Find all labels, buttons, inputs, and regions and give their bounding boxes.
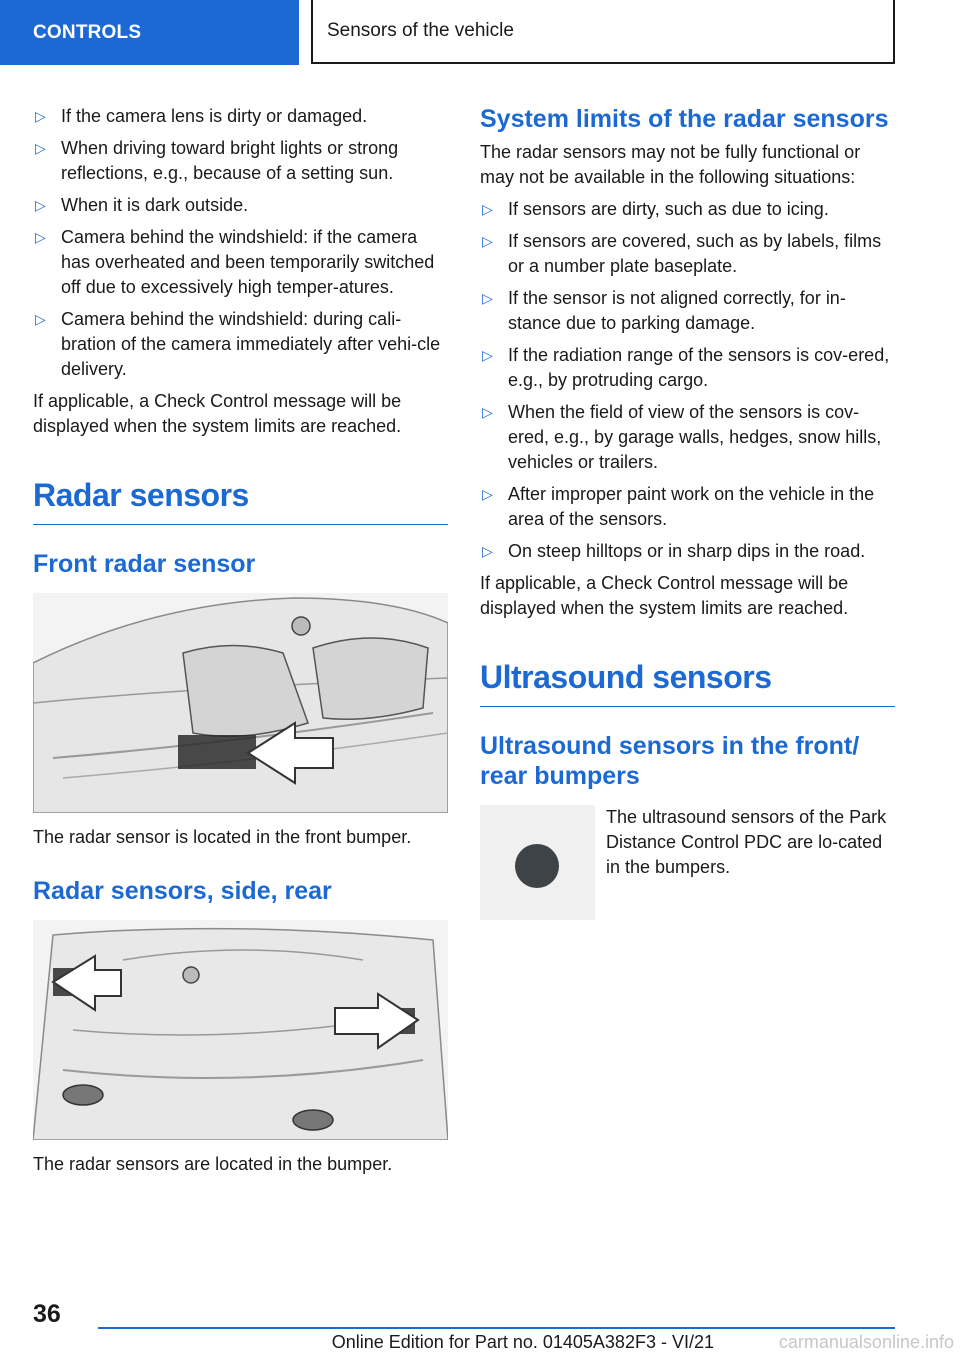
ultrasound-sensor-image (480, 805, 595, 920)
triangle-bullet-icon: ▷ (35, 311, 46, 327)
list-item: ▷ On steep hilltops or in sharp dips in the road. (480, 539, 895, 564)
triangle-bullet-icon: ▷ (35, 140, 46, 156)
triangle-bullet-icon: ▷ (35, 197, 46, 213)
page-header-title: Sensors of the vehicle (327, 20, 514, 41)
list-item: ▷ Camera behind the windshield: during cali‐bration of the camera immediately after vehi‐cle delivery. (35, 309, 441, 379)
page-number: 36 (33, 1300, 61, 1328)
triangle-bullet-icon: ▷ (482, 233, 493, 249)
right-column (480, 104, 895, 920)
check-control-note: If applicable, a Check Control message will be displayed when the system limits are reached. (33, 391, 402, 436)
list-item: ▷ If sensors are dirty, such as due to icing. (480, 197, 895, 222)
triangle-bullet-icon: ▷ (482, 290, 493, 306)
triangle-bullet-icon: ▷ (35, 229, 46, 245)
triangle-bullet-icon: ▷ (35, 108, 46, 124)
check-control-note: If applicable, a Check Control message will be displayed when the system limits are reached. (480, 573, 849, 618)
front-radar-caption: The radar sensor is located in the front bumper. (33, 827, 412, 847)
front-bumper-drawing (33, 593, 448, 813)
footer-divider (98, 1327, 895, 1329)
footer-edition: Online Edition for Part no. 01405A382F3 - VI/21 (331, 1332, 714, 1352)
list-item: ▷ If the camera lens is dirty or damaged. (33, 104, 448, 129)
ultrasound-block (480, 805, 895, 920)
front-bumper-illustration (33, 593, 448, 813)
list-item: ▷ When it is dark outside. (33, 193, 448, 218)
list-item: ▷ If the sensor is not aligned correctly, for in‐stance due to parking damage. (482, 288, 846, 333)
list-item: ▷ After improper paint work on the vehicle in the area of the sensors. (482, 484, 875, 529)
list-item: ▷ If the radiation range of the sensors is cov‐ered, e.g., by protruding cargo. (482, 345, 890, 390)
ultrasound-sensors-heading: Ultrasound sensors (480, 659, 895, 707)
triangle-bullet-icon: ▷ (482, 543, 493, 559)
section-tab[interactable] (0, 0, 299, 65)
footer-watermark[interactable]: carmanualsonline.info (778, 1332, 954, 1352)
camera-limits-list (33, 104, 448, 382)
radar-limits-heading: System limits of the radar sensors (480, 105, 889, 133)
rear-bumper-drawing (33, 920, 448, 1140)
ultrasound-bumpers-heading: Ultrasound sensors in the front/ rear bumpers (480, 732, 860, 790)
radar-sensors-heading: Radar sensors (33, 477, 448, 525)
section-label: CONTROLS (33, 21, 142, 43)
page-header (311, 0, 895, 64)
side-rear-radar-caption: The radar sensors are located in the bumper. (33, 1154, 393, 1174)
list-item: ▷ Camera behind the windshield: if the camera has overheated and been temporarily switched off due to excessively high temper‐atures. (35, 227, 435, 297)
triangle-bullet-icon: ▷ (482, 201, 493, 217)
list-item: ▷ When the field of view of the sensors is cov‐ered, e.g., by garage walls, hedges, snow hills, vehicles or trailers. (482, 402, 882, 472)
triangle-bullet-icon: ▷ (482, 404, 493, 420)
left-column (33, 104, 448, 1195)
list-item: ▷ If sensors are covered, such as by labels, films or a number plate baseplate. (482, 231, 882, 276)
radar-limits-intro: The radar sensors may not be fully functional or may not be available in the following situations: (480, 142, 861, 187)
ultrasound-sensor-icon (480, 805, 595, 920)
list-item: ▷ When driving toward bright lights or strong reflections, e.g., because of a setting sun. (35, 138, 399, 183)
triangle-bullet-icon: ▷ (482, 486, 493, 502)
triangle-bullet-icon: ▷ (482, 347, 493, 363)
ultrasound-bumpers-text: The ultrasound sensors of the Park Distance Control PDC are lo‐cated in the bumpers. (606, 807, 887, 877)
front-radar-heading: Front radar sensor (33, 550, 256, 578)
side-rear-radar-heading: Radar sensors, side, rear (33, 877, 332, 905)
radar-limits-list (480, 197, 895, 564)
rear-bumper-illustration (33, 920, 448, 1140)
